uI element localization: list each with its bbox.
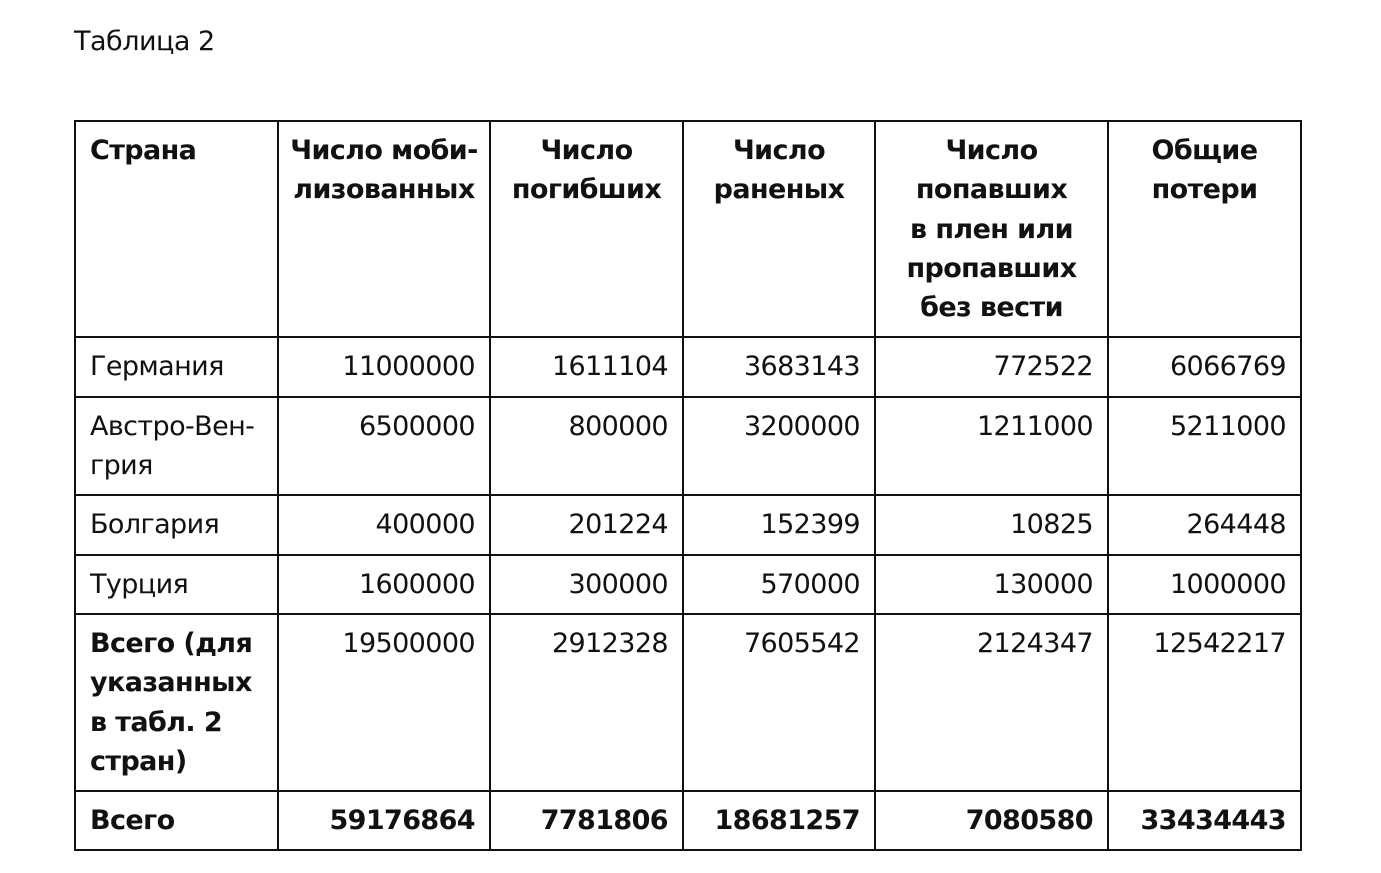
mobilized-cell: 19500000 <box>278 614 490 791</box>
wounded-cell: 3200000 <box>683 397 875 496</box>
captured-missing-cell: 7080580 <box>875 791 1108 850</box>
wounded-cell: 7605542 <box>683 614 875 791</box>
mobilized-cell: 1600000 <box>278 555 490 614</box>
wounded-cell: 152399 <box>683 495 875 554</box>
captured-missing-cell: 2124347 <box>875 614 1108 791</box>
losses-table <box>74 120 1302 851</box>
header-captured-missing: Число попавших в плен или пропавших без вести <box>875 121 1108 337</box>
header-mobilized: Число моби- лизованных <box>278 121 490 337</box>
killed-cell: 7781806 <box>490 791 683 850</box>
header-wounded: Число раненых <box>683 121 875 337</box>
country-cell: Болгария <box>75 495 278 554</box>
table-row <box>75 495 1301 554</box>
header-total-losses: Общие потери <box>1108 121 1301 337</box>
killed-cell: 800000 <box>490 397 683 496</box>
table-header-row <box>75 121 1301 337</box>
captured-missing-cell: 772522 <box>875 337 1108 396</box>
mobilized-cell: 6500000 <box>278 397 490 496</box>
country-cell: Австро-Вен- грия <box>75 397 278 496</box>
total-losses-cell: 5211000 <box>1108 397 1301 496</box>
country-cell: Всего (для указанных в табл. 2 стран) <box>75 614 278 791</box>
captured-missing-cell: 10825 <box>875 495 1108 554</box>
killed-cell: 300000 <box>490 555 683 614</box>
total-losses-cell: 264448 <box>1108 495 1301 554</box>
killed-cell: 2912328 <box>490 614 683 791</box>
country-cell: Турция <box>75 555 278 614</box>
captured-missing-cell: 130000 <box>875 555 1108 614</box>
wounded-cell: 18681257 <box>683 791 875 850</box>
table-row-subtotal <box>75 614 1301 791</box>
header-killed: Число погибших <box>490 121 683 337</box>
country-cell: Всего <box>75 791 278 850</box>
mobilized-cell: 400000 <box>278 495 490 554</box>
table-row <box>75 555 1301 614</box>
captured-missing-cell: 1211000 <box>875 397 1108 496</box>
table-row <box>75 337 1301 396</box>
total-losses-cell: 1000000 <box>1108 555 1301 614</box>
wounded-cell: 3683143 <box>683 337 875 396</box>
country-cell: Германия <box>75 337 278 396</box>
total-losses-cell: 6066769 <box>1108 337 1301 396</box>
total-losses-cell: 33434443 <box>1108 791 1301 850</box>
table-row-total <box>75 791 1301 850</box>
killed-cell: 201224 <box>490 495 683 554</box>
mobilized-cell: 11000000 <box>278 337 490 396</box>
killed-cell: 1611104 <box>490 337 683 396</box>
header-country: Страна <box>75 121 278 337</box>
table-row <box>75 397 1301 496</box>
table-caption: Таблица 2 <box>74 26 215 57</box>
total-losses-cell: 12542217 <box>1108 614 1301 791</box>
wounded-cell: 570000 <box>683 555 875 614</box>
mobilized-cell: 59176864 <box>278 791 490 850</box>
